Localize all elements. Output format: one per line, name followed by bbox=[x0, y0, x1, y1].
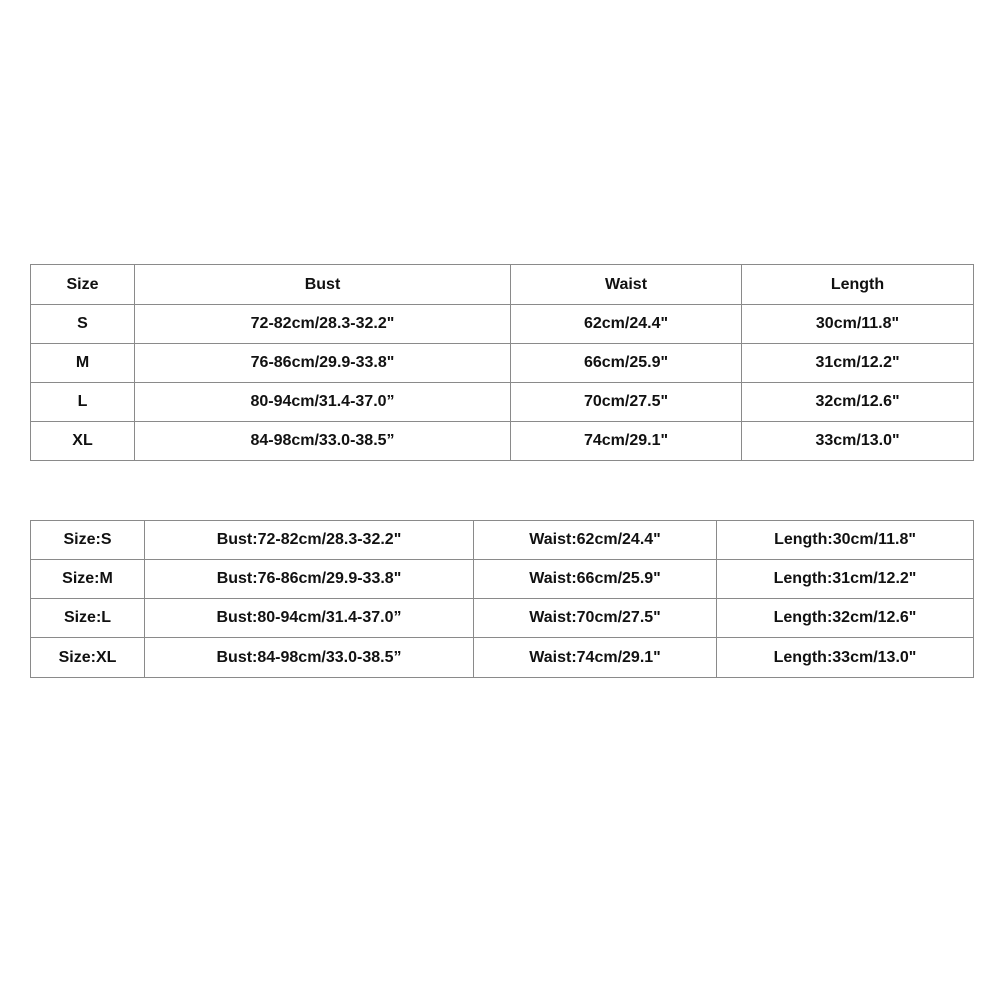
cell-bust: 80-94cm/31.4-37.0” bbox=[135, 383, 511, 422]
cell-size: Size:S bbox=[31, 521, 145, 560]
header-bust: Bust bbox=[135, 265, 511, 305]
cell-waist: Waist:74cm/29.1" bbox=[474, 638, 717, 678]
size-chart-labeled-table bbox=[30, 520, 974, 678]
cell-bust: Bust:84-98cm/33.0-38.5” bbox=[145, 638, 474, 678]
size-chart-table bbox=[30, 264, 974, 461]
cell-length: 33cm/13.0" bbox=[742, 422, 974, 461]
cell-waist: 70cm/27.5" bbox=[511, 383, 742, 422]
cell-waist: Waist:62cm/24.4" bbox=[474, 521, 717, 560]
table-header-row bbox=[31, 265, 974, 305]
cell-length: Length:30cm/11.8" bbox=[717, 521, 974, 560]
cell-waist: 74cm/29.1" bbox=[511, 422, 742, 461]
table-row bbox=[31, 383, 974, 422]
table-row bbox=[31, 560, 974, 599]
cell-bust: 76-86cm/29.9-33.8" bbox=[135, 344, 511, 383]
cell-waist: 62cm/24.4" bbox=[511, 305, 742, 344]
cell-size: M bbox=[31, 344, 135, 383]
header-waist: Waist bbox=[511, 265, 742, 305]
table-row bbox=[31, 305, 974, 344]
table-row bbox=[31, 638, 974, 678]
cell-size: Size:L bbox=[31, 599, 145, 638]
cell-bust: Bust:76-86cm/29.9-33.8" bbox=[145, 560, 474, 599]
cell-length: 31cm/12.2" bbox=[742, 344, 974, 383]
cell-waist: Waist:66cm/25.9" bbox=[474, 560, 717, 599]
cell-size: L bbox=[31, 383, 135, 422]
cell-length: Length:33cm/13.0" bbox=[717, 638, 974, 678]
cell-size: Size:XL bbox=[31, 638, 145, 678]
header-size: Size bbox=[31, 265, 135, 305]
cell-length: 30cm/11.8" bbox=[742, 305, 974, 344]
table-row bbox=[31, 521, 974, 560]
table-row bbox=[31, 344, 974, 383]
cell-length: Length:31cm/12.2" bbox=[717, 560, 974, 599]
cell-size: Size:M bbox=[31, 560, 145, 599]
cell-bust: 72-82cm/28.3-32.2" bbox=[135, 305, 511, 344]
cell-length: 32cm/12.6" bbox=[742, 383, 974, 422]
table-row bbox=[31, 599, 974, 638]
table-row bbox=[31, 422, 974, 461]
cell-waist: 66cm/25.9" bbox=[511, 344, 742, 383]
cell-bust: Bust:80-94cm/31.4-37.0” bbox=[145, 599, 474, 638]
cell-size: S bbox=[31, 305, 135, 344]
header-length: Length bbox=[742, 265, 974, 305]
cell-bust: 84-98cm/33.0-38.5” bbox=[135, 422, 511, 461]
cell-length: Length:32cm/12.6" bbox=[717, 599, 974, 638]
cell-size: XL bbox=[31, 422, 135, 461]
cell-bust: Bust:72-82cm/28.3-32.2" bbox=[145, 521, 474, 560]
cell-waist: Waist:70cm/27.5" bbox=[474, 599, 717, 638]
